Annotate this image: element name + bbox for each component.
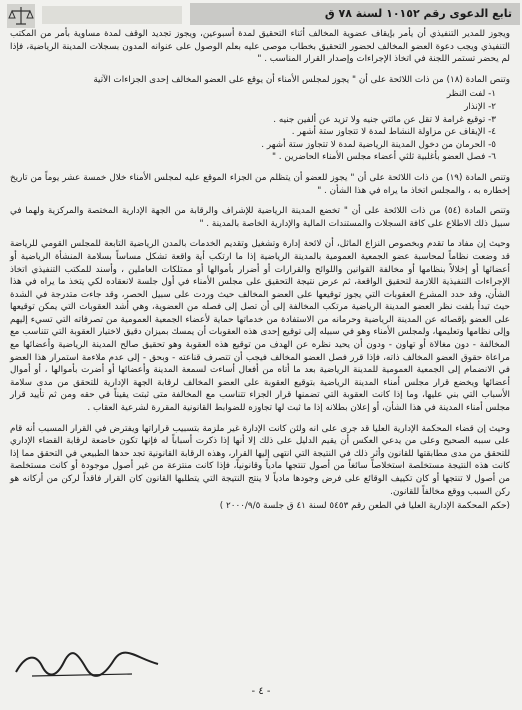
document-body bbox=[10, 28, 510, 660]
paragraph: وحيث إن قضاء المحكمة الإدارية العليا قد جرى على انه ولئن كانت الإدارة غير ملزمة بتسبيب قراراتها ويفترض في القرار المسبب أنه قام على سببه الصحيح وعلى من يدعي العكس أن يقيم الدليل على ذلك إلا أنها إذا ذكرت أسباباً له فإنها تكون خاضعة لرقابة القضاء الإداري للتحقق من مدى مطابقتها للقانون وأثر ذلك في النتيجة التي انتهى إليها القرار، وهذه الرقابة القانونية تجد حدها الطبيعي في التحقق مما إذا كانت هذه النتيجة مستخلصة استخلاصاً سائغاً من أصول تنتجها مادياً وقانونياً، فإذا كانت منتزعة من غير أصول موجودة أو كانت مستخلصة من أصول لا تنتجها أو كان تكييف الوقائع على فرض وجودها مادياً لا ينتج النتيجة التي يتطلبها القانون كان القرار فاقداً لركن من أركانه هو ركن السبب ووقع مخالفاً للقانون. bbox=[10, 423, 510, 497]
case-header: تابع الدعوى رقم ١٠١٥٢ لسنة ٧٨ ق bbox=[190, 3, 520, 25]
page-number: - ٤ - bbox=[251, 686, 271, 697]
citation: (حكم المحكمة الإدارية العليا في الطعن رقم ٥٤٥٣ لسنة ٤١ ق جلسة ٢٠٠٠/٩/٥ ) bbox=[219, 501, 510, 512]
list-item: ١- لفت النظر bbox=[446, 89, 496, 100]
paragraph: وحيث إن مفاد ما تقدم وبخصوص النزاع الماثل، أن لائحة إدارة وتشغيل وتقديم الخدمات بالمدن الرياضية التابعة للمجلس القومي للرياضة قد وضعت نظاماً لمحاسبة عضو الجمعية العمومية بالمدينة الرياضية إذا ما ارتكب أية واقعة تشكل مساساً بسلامة المنشأة الرياضية أو أعضائها أو إخلالاً بنظامها أو مخالفة القوانين واللوائح والقرارات أو أضرار بأموالها أو ممتلكات العاملين ، وأسند للمكتب التنفيذي اتخاذ الإجراءات التنفيذية اللازمة لتحقيق الواقعة، ثم عرض نتيجة التحقيق على مجلس الأمناء في أول جلسة لانعقاده لكي يتخذ ما يراه في هذا الشأن، وقد حدد المشرع العقوبات التي يجوز توقيعها على العضو المخالف حيث وردت على سبيل الحصر، وقد جاءت متدرجة في الشدة حيث تبدأ بلفت نظر العضو المدينة الرياضية مرتكب المخالفة إلى أن تصل إلى فصله من العضوية، وهي أشد العقوبات التي يمكن توقيعها على العضو بإقصائه عن المدينة الرياضية وحرمانه من الاستفادة من خدماتها حماية لأعضاء الجمعية العمومية من تصرفاته التي تسيء إليهم وإلى نظامها وتعليمها، ولمجلس الأمناء وهو في سبيله إلى توقيع إحدى هذه العقوبات أن يمسك بميزان دقيق لاختيار العقوبة التي تتناسب مع المخالفة - دون مغالاة أو تهاون - ودون أن يحيد نظره عن الهدف من توقيع هذه العقوبة وهو تحقيق صالح المدينة الرياضية وأعضائها مع مراعاة حقوق العضو المخالف ذاته، فإذا قرر فصل العضو المخالف فيجب أن تتصرف قناعته - وبحق - إلى عدم ملاءمة استمرار هذا العضو في الانضمام إلى الجمعية العمومية للمدينة الرياضية بعد ما أتاه من أفعال أساءت لسمعة المدينة وأعضائها أو أضرت بأموالها ، أو أموال أعضائها ويخضع قرار مجلس أمناء المدينة الرياضية بتوقيع العقوبة على العضو المخالف لرقابة الجهة الإدارية للتحقق من مدى سلامة الأسباب التي بني عليها، وما إذا كانت العقوبة التي تضمنها قرار الجزاء تتناسب مع المخالفة متى ثبتت يقيناً في حقه ومن ثم تأييد قرار مجلس أمناء المدينة في هذا الشأن، أو إعلان بطلانه إذا ما ثبت لها تجاوزه للضوابط القانونية المقررة لشرعية العقاب . bbox=[10, 239, 510, 414]
handwritten-signature-icon bbox=[12, 650, 162, 680]
court-seal-icon bbox=[6, 3, 36, 29]
paragraph: وتنص المادة (١٩) من ذات اللائحة على أن " يجوز للعضو أن يتظلم من الجزاء الموقع عليه لمجلس الأمناء خلال خمسة عشر يوماً من تاريخ إخطاره به ، والمجلس اتخاذ ما يراه في هذا الشأن . " bbox=[10, 172, 510, 196]
list-item: ٣- توقيع غرامة لا تقل عن مائتي جنيه ولا تزيد عن ألفين جنيه . bbox=[273, 114, 496, 125]
penalties-list bbox=[10, 88, 510, 164]
list-item: ٥- الحرمان من دخول المدينة الرياضية لمدة لا تتجاوز ستة أشهر . bbox=[261, 139, 496, 150]
list-item: ٢- الإنذار bbox=[464, 101, 496, 112]
paragraph: ويجوز للمدير التنفيذي أن يأمر بإيقاف عضوية المخالف أثناء التحقيق لمدة أسبوعين، ويجوز تجديد الوقف لمدة مساوية بأمر من المكتب التنفيذي ويجب دعوة العضو المخالف لحضور التحقيق بخطاب موصى عليه بعلم الوصول على عنوانه المدون بسجلات المدينة الرياضية، فإذا لم يحضر تستمر اللجنة في اتخاذ الإجراءات وإصدار القرار المناسب . " bbox=[10, 29, 510, 65]
paragraph: وتنص المادة (١٨) من ذات اللائحة على أن " يجوز لمجلس الأمناء أن يوقع على العضو المخالف إحدى الجزاءات الآتية bbox=[93, 74, 510, 85]
list-item: ٦- فصل العضو بأغلبية ثلثي أعضاء مجلس الأمناء الحاضرين . " bbox=[271, 152, 496, 163]
list-item: ٤- الإيقاف عن مزاولة النشاط لمدة لا تتجاوز ستة أشهر . bbox=[291, 127, 496, 138]
faded-stamp-area bbox=[42, 6, 182, 24]
paragraph: وتنص المادة (٥٤) من ذات اللائحة على أن " تخضع المدينة الرياضية للإشراف والرقابة من الجهة الإدارية المختصة والمركزية ولهما في سبيل ذلك الاطلاع على كافة السجلات والمستندات المالية والإدارية الخاصة بالمدينة . " bbox=[10, 206, 510, 229]
